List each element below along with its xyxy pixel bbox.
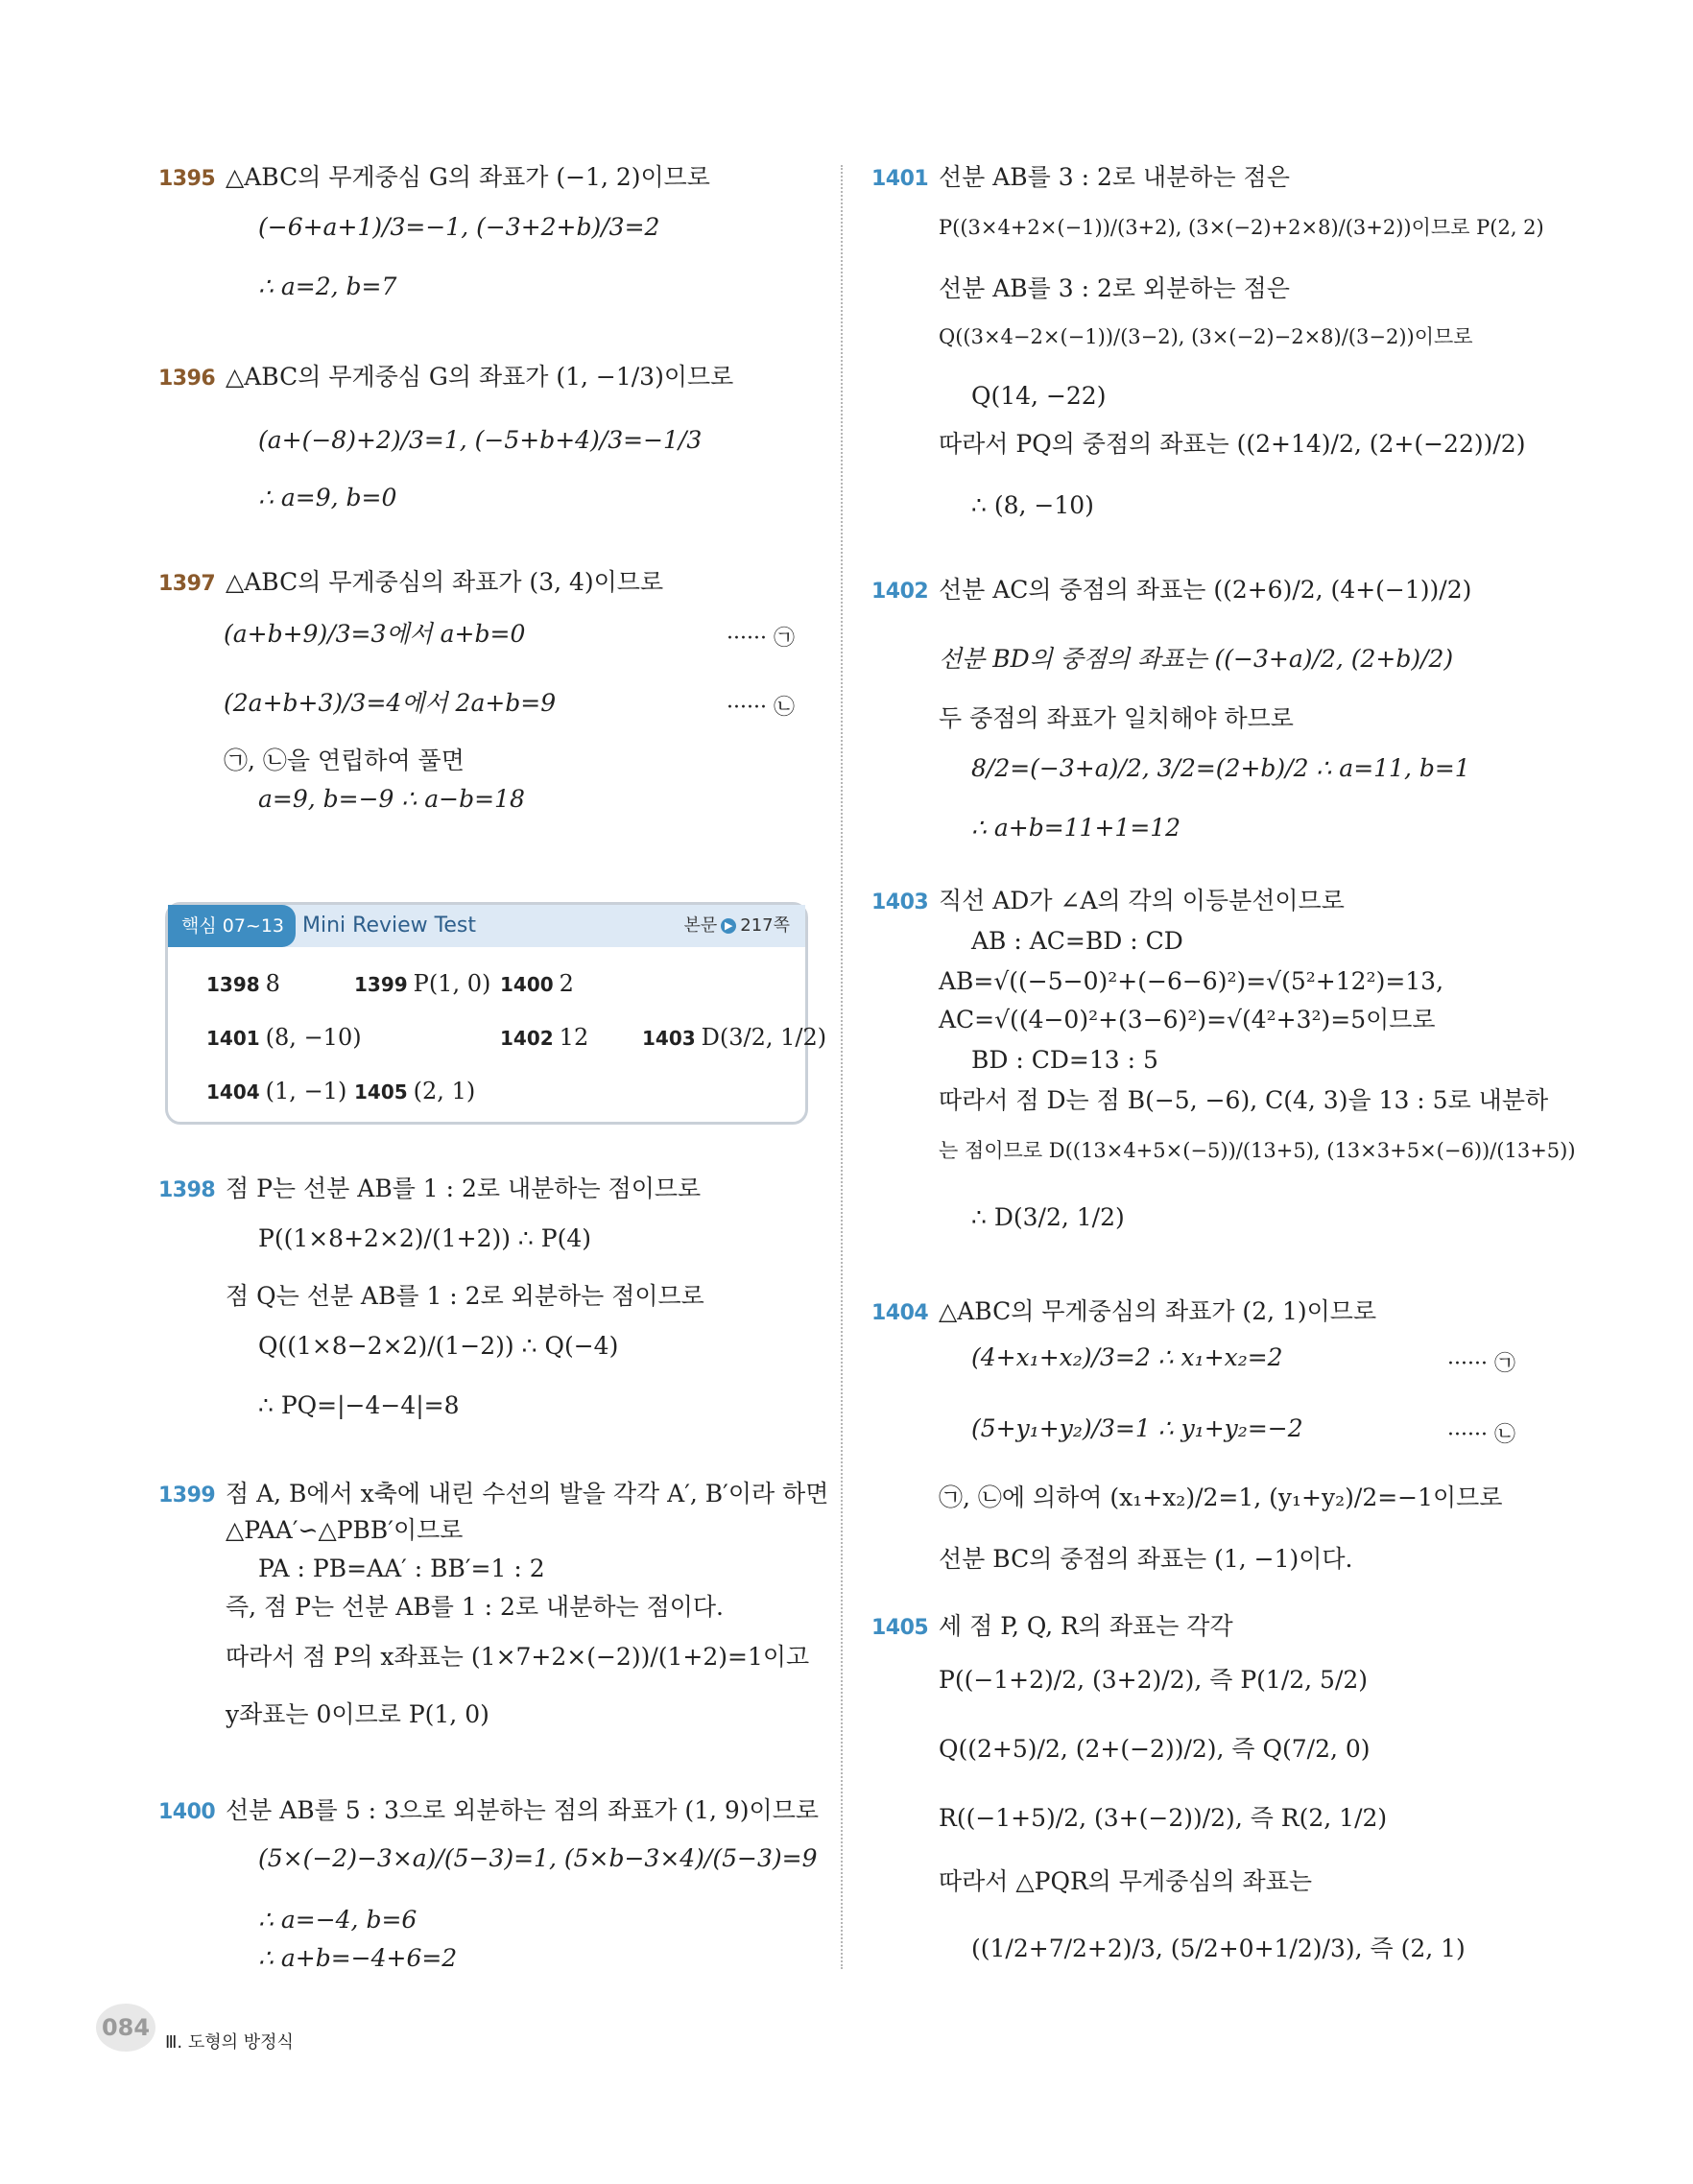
solution-line: 선분 AB를 3 : 2로 내분하는 점은: [939, 163, 1290, 191]
answer-value: 12: [559, 1024, 589, 1051]
solution-line: △ABC의 무게중심 G의 좌표가 (−1, 2)이므로: [226, 163, 710, 191]
problem-number: 1402: [871, 580, 929, 604]
answer-item: [354, 970, 490, 997]
solution-line: Q((1×8−2×2)/(1−2)) ∴ Q(−4): [258, 1332, 619, 1360]
solution-line: 두 중점의 좌표가 일치해야 하므로: [939, 704, 1294, 732]
solution-line: ∴ D(3/2, 1/2): [971, 1203, 1125, 1231]
circled-mark: ······ ㉡: [1447, 1423, 1515, 1447]
page-number-badge: 084: [96, 2004, 155, 2052]
problem-number: 1401: [871, 167, 929, 191]
answer-value: (1, −1): [265, 1078, 347, 1104]
solution-line: Q((2+5)/2, (2+(−2))/2), 즉 Q(7/2, 0): [939, 1735, 1371, 1763]
answer-number: 1404: [206, 1080, 260, 1104]
problem-number: 1404: [871, 1301, 929, 1325]
solution-line: (−6+a+1)/3=−1, (−3+2+b)/3=2: [258, 213, 660, 241]
problem-number: 1396: [158, 367, 216, 391]
solution-line: BD : CD=13 : 5: [971, 1046, 1158, 1074]
answer-item: [642, 1024, 826, 1051]
solution-line: 선분 AB를 3 : 2로 외분하는 점은: [939, 274, 1290, 302]
problem-number: 1399: [158, 1484, 216, 1507]
solution-line: 세 점 P, Q, R의 좌표는 각각: [939, 1612, 1233, 1640]
answer-item: [206, 970, 280, 997]
solution-line: 직선 AD가 ∠A의 각의 이등분선이므로: [939, 887, 1345, 914]
solution-line: ∴ a=9, b=0: [258, 484, 397, 511]
circled-mark: ······ ㉡: [727, 696, 795, 720]
solution-line: (a+b+9)/3=3에서 a+b=0: [224, 620, 526, 648]
mini-review-test-box: [165, 902, 827, 1125]
solution-line: y좌표는 0이므로 P(1, 0): [226, 1700, 489, 1728]
solution-line: 즉, 점 P는 선분 AB를 1 : 2로 내분하는 점이다.: [226, 1593, 724, 1621]
solution-line: 따라서 점 P의 x좌표는 (1×7+2×(−2))/(1+2)=1이고: [226, 1643, 810, 1671]
solution-line: ∴ a+b=11+1=12: [971, 814, 1181, 842]
solution-line: (4+x₁+x₂)/3=2 ∴ x₁+x₂=2: [971, 1343, 1283, 1371]
answer-value: 8: [265, 970, 280, 997]
solution-line: 8/2=(−3+a)/2, 3/2=(2+b)/2 ∴ a=11, b=1: [971, 754, 1470, 782]
answer-item: [500, 1024, 588, 1051]
circled-mark: ······ ㉠: [727, 627, 795, 651]
answer-number: 1399: [354, 973, 408, 996]
solution-line: ∴ a+b=−4+6=2: [258, 1944, 458, 1972]
solution-line: Q((3×4−2×(−1))/(3−2), (3×(−2)−2×8)/(3−2))이므로: [939, 325, 1473, 348]
answer-item: [354, 1078, 475, 1104]
circled-mark: ······ ㉠: [1447, 1352, 1515, 1376]
solution-line: P((−1+2)/2, (3+2)/2), 즉 P(1/2, 5/2): [939, 1666, 1369, 1694]
solution-line: R((−1+5)/2, (3+(−2))/2), 즉 R(2, 1/2): [939, 1804, 1388, 1832]
solution-line: PA : PB=AA′ : BB′=1 : 2: [258, 1555, 545, 1582]
review-title: Mini Review Test: [302, 914, 476, 938]
answer-value: (8, −10): [265, 1024, 362, 1051]
solution-line: 선분 BD의 중점의 좌표는 ((−3+a)/2, (2+b)/2): [939, 645, 1454, 673]
answer-number: 1400: [500, 973, 554, 996]
solution-line: P((1×8+2×2)/(1+2)) ∴ P(4): [258, 1224, 592, 1252]
solution-line: ∴ a=2, b=7: [258, 273, 397, 300]
solution-line: ∴ a=−4, b=6: [258, 1906, 417, 1934]
answer-value: D(3/2, 1/2): [701, 1024, 827, 1051]
solution-line: (2a+b+3)/3=4에서 2a+b=9: [224, 689, 557, 717]
problem-number: 1403: [871, 890, 929, 914]
answer-number: 1398: [206, 973, 260, 996]
solution-line: 따라서 점 D는 점 B(−5, −6), C(4, 3)을 13 : 5로 내분하: [939, 1086, 1549, 1114]
solution-line: 선분 AB를 5 : 3으로 외분하는 점의 좌표가 (1, 9)이므로: [226, 1796, 819, 1824]
arrow-icon: ▶: [721, 918, 736, 934]
solution-line: 따라서 △PQR의 무게중심의 좌표는: [939, 1867, 1313, 1895]
answer-number: 1403: [642, 1027, 696, 1050]
answer-item: [500, 970, 574, 997]
solution-line: △ABC의 무게중심의 좌표가 (2, 1)이므로: [939, 1297, 1377, 1325]
problem-number: 1400: [158, 1800, 216, 1824]
solution-line: (a+(−8)+2)/3=1, (−5+b+4)/3=−1/3: [258, 426, 703, 454]
problem-number: 1395: [158, 167, 216, 191]
page-ref-label: 본문: [683, 915, 718, 936]
solution-line: AB : AC=BD : CD: [971, 927, 1183, 955]
solution-line: ∴ (8, −10): [971, 491, 1094, 519]
review-page-ref: [683, 905, 790, 947]
solution-line: ㉠, ㉡에 의하여 (x₁+x₂)/2=1, (y₁+y₂)/2=−1이므로: [939, 1484, 1503, 1511]
solution-line: 점 A, B에서 x축에 내린 수선의 발을 각각 A′, B′이라 하면: [226, 1480, 829, 1507]
review-tag: 핵심 07~13: [168, 905, 296, 947]
solution-line: 따라서 PQ의 중점의 좌표는 ((2+14)/2, (2+(−22))/2): [939, 430, 1526, 458]
answer-number: 1405: [354, 1080, 408, 1104]
solution-line: (5×(−2)−3×a)/(5−3)=1, (5×b−3×4)/(5−3)=9: [258, 1844, 818, 1872]
solution-line: ∴ PQ=|−4−4|=8: [258, 1391, 460, 1419]
solution-line: P((3×4+2×(−1))/(3+2), (3×(−2)+2×8)/(3+2))이므로 P(2, 2): [939, 216, 1544, 239]
chapter-title: Ⅲ. 도형의 방정식: [165, 2032, 294, 2053]
solution-line: 는 점이므로 D((13×4+5×(−5))/(13+5), (13×3+5×(−6))/(13+5)): [939, 1139, 1576, 1162]
solution-line: 점 Q는 선분 AB를 1 : 2로 외분하는 점이므로: [226, 1282, 704, 1310]
solution-line: a=9, b=−9 ∴ a−b=18: [258, 785, 525, 813]
problem-number: 1397: [158, 572, 216, 596]
solution-line: 점 P는 선분 AB를 1 : 2로 내분하는 점이므로: [226, 1175, 702, 1202]
answer-item: [206, 1078, 346, 1104]
answer-value: 2: [559, 970, 574, 997]
answer-value: P(1, 0): [413, 970, 491, 997]
answer-value: (2, 1): [413, 1078, 476, 1104]
problem-number: 1398: [158, 1178, 216, 1202]
solution-line: △ABC의 무게중심의 좌표가 (3, 4)이므로: [226, 568, 664, 596]
solution-line: 선분 AC의 중점의 좌표는 ((2+6)/2, (4+(−1))/2): [939, 576, 1472, 604]
page-ref-number: 217쪽: [740, 915, 790, 936]
solution-line: (5+y₁+y₂)/3=1 ∴ y₁+y₂=−2: [971, 1414, 1303, 1442]
solution-line: Q(14, −22): [971, 382, 1107, 410]
solution-line: ((1/2+7/2+2)/3, (5/2+0+1/2)/3), 즉 (2, 1): [971, 1935, 1466, 1962]
solution-line: 선분 BC의 중점의 좌표는 (1, −1)이다.: [939, 1545, 1353, 1573]
solution-line: △PAA′∽△PBB′이므로: [226, 1516, 464, 1544]
problem-number: 1405: [871, 1616, 929, 1640]
solution-line: △ABC의 무게중심 G의 좌표가 (1, −1/3)이므로: [226, 363, 734, 391]
answer-number: 1401: [206, 1027, 260, 1050]
answer-number: 1402: [500, 1027, 554, 1050]
column-divider: [841, 165, 843, 1969]
solution-line: AB=√((−5−0)²+(−6−6)²)=√(5²+12²)=13,: [939, 967, 1444, 995]
solution-line: ㉠, ㉡을 연립하여 풀면: [224, 747, 465, 774]
solution-line: AC=√((4−0)²+(3−6)²)=√(4²+3²)=5이므로: [939, 1006, 1436, 1033]
answer-item: [206, 1024, 362, 1051]
